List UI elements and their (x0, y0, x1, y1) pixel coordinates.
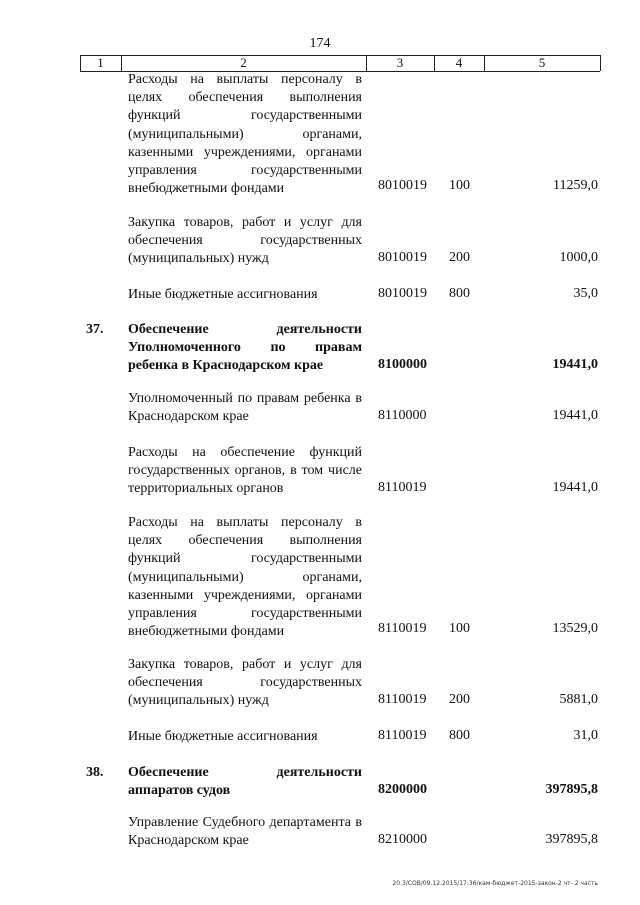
row-code: 8110019 (378, 480, 427, 495)
header-col-3: 3 (396, 55, 404, 70)
section-number: 37. (86, 322, 104, 337)
row-code: 8110019 (378, 621, 427, 636)
row-expense-type: 200 (449, 250, 470, 265)
row-name: Закупка товаров, работ и услуг для обеспечения государственных (муниципальных) нужд (128, 215, 362, 267)
row-sum: 13529,0 (552, 621, 598, 636)
row-code: 8010019 (378, 250, 427, 265)
row-code: 8010019 (378, 286, 427, 301)
header-col-1: 1 (97, 55, 104, 70)
row-sum: 397895,8 (545, 832, 598, 847)
row-code: 8010019 (378, 178, 427, 193)
header-col-5: 5 (538, 55, 546, 70)
row-sum: 1000,0 (559, 250, 598, 265)
row-name: Иные бюджетные ассигнования (128, 287, 318, 302)
row-sum: 19441,0 (552, 480, 598, 495)
row-sum: 397895,8 (545, 782, 598, 797)
row-name: Расходы на выплаты персоналу в целях обеспечения выполнения функций государственными (муниципальными) органами, казенными учреждениями, органами управления государственными внебюджетными фондами (128, 515, 362, 640)
header-divider (600, 55, 601, 71)
row-sum: 31,0 (573, 728, 598, 743)
row-expense-type: 800 (449, 286, 470, 301)
row-name: Закупка товаров, работ и услуг для обеспечения государственных (муниципальных) нужд (128, 657, 362, 709)
row-sum: 19441,0 (552, 408, 598, 423)
row-expense-type: 100 (449, 621, 470, 636)
row-sum: 35,0 (573, 286, 598, 301)
row-code: 8100000 (378, 357, 427, 372)
row-name: Иные бюджетные ассигнования (128, 729, 318, 744)
section-number: 38. (86, 765, 104, 780)
row-code: 8110000 (378, 408, 427, 423)
footer-docref: 20.3/СОВ/09.12.2015/17:36/кам-бюджет-2015-закон-2 чт- 2 часть (392, 880, 598, 887)
row-code: 8110019 (378, 692, 427, 707)
row-code: 8210000 (378, 832, 427, 847)
row-name: Обеспечение деятельности аппаратов судов (128, 765, 362, 799)
row-name: Расходы на обеспечение функций государственных органов, в том числе территориальных органов (128, 445, 362, 497)
row-sum: 19441,0 (552, 357, 598, 372)
row-sum: 11259,0 (553, 178, 598, 193)
row-name: Управление Судебного департамента в Краснодарском крае (128, 815, 362, 849)
row-name: Уполномоченный по правам ребенка в Краснодарском крае (128, 391, 362, 425)
row-code: 8200000 (378, 782, 427, 797)
row-expense-type: 200 (449, 692, 470, 707)
row-name: Расходы на выплаты персоналу в целях обеспечения выполнения функций государственными (муниципальными) органами, казенными учреждениями, органами управления государственными внебюджетными фондами (128, 72, 362, 197)
header-col-4: 4 (455, 55, 463, 70)
page-number: 174 (309, 36, 331, 51)
header-col-2: 2 (240, 55, 247, 70)
row-name: Обеспечение деятельности Уполномоченного по правам ребенка в Краснодарском крае (128, 322, 362, 374)
row-code: 8110019 (378, 728, 427, 743)
row-expense-type: 100 (449, 178, 470, 193)
row-expense-type: 800 (449, 728, 470, 743)
row-sum: 5881,0 (559, 692, 598, 707)
